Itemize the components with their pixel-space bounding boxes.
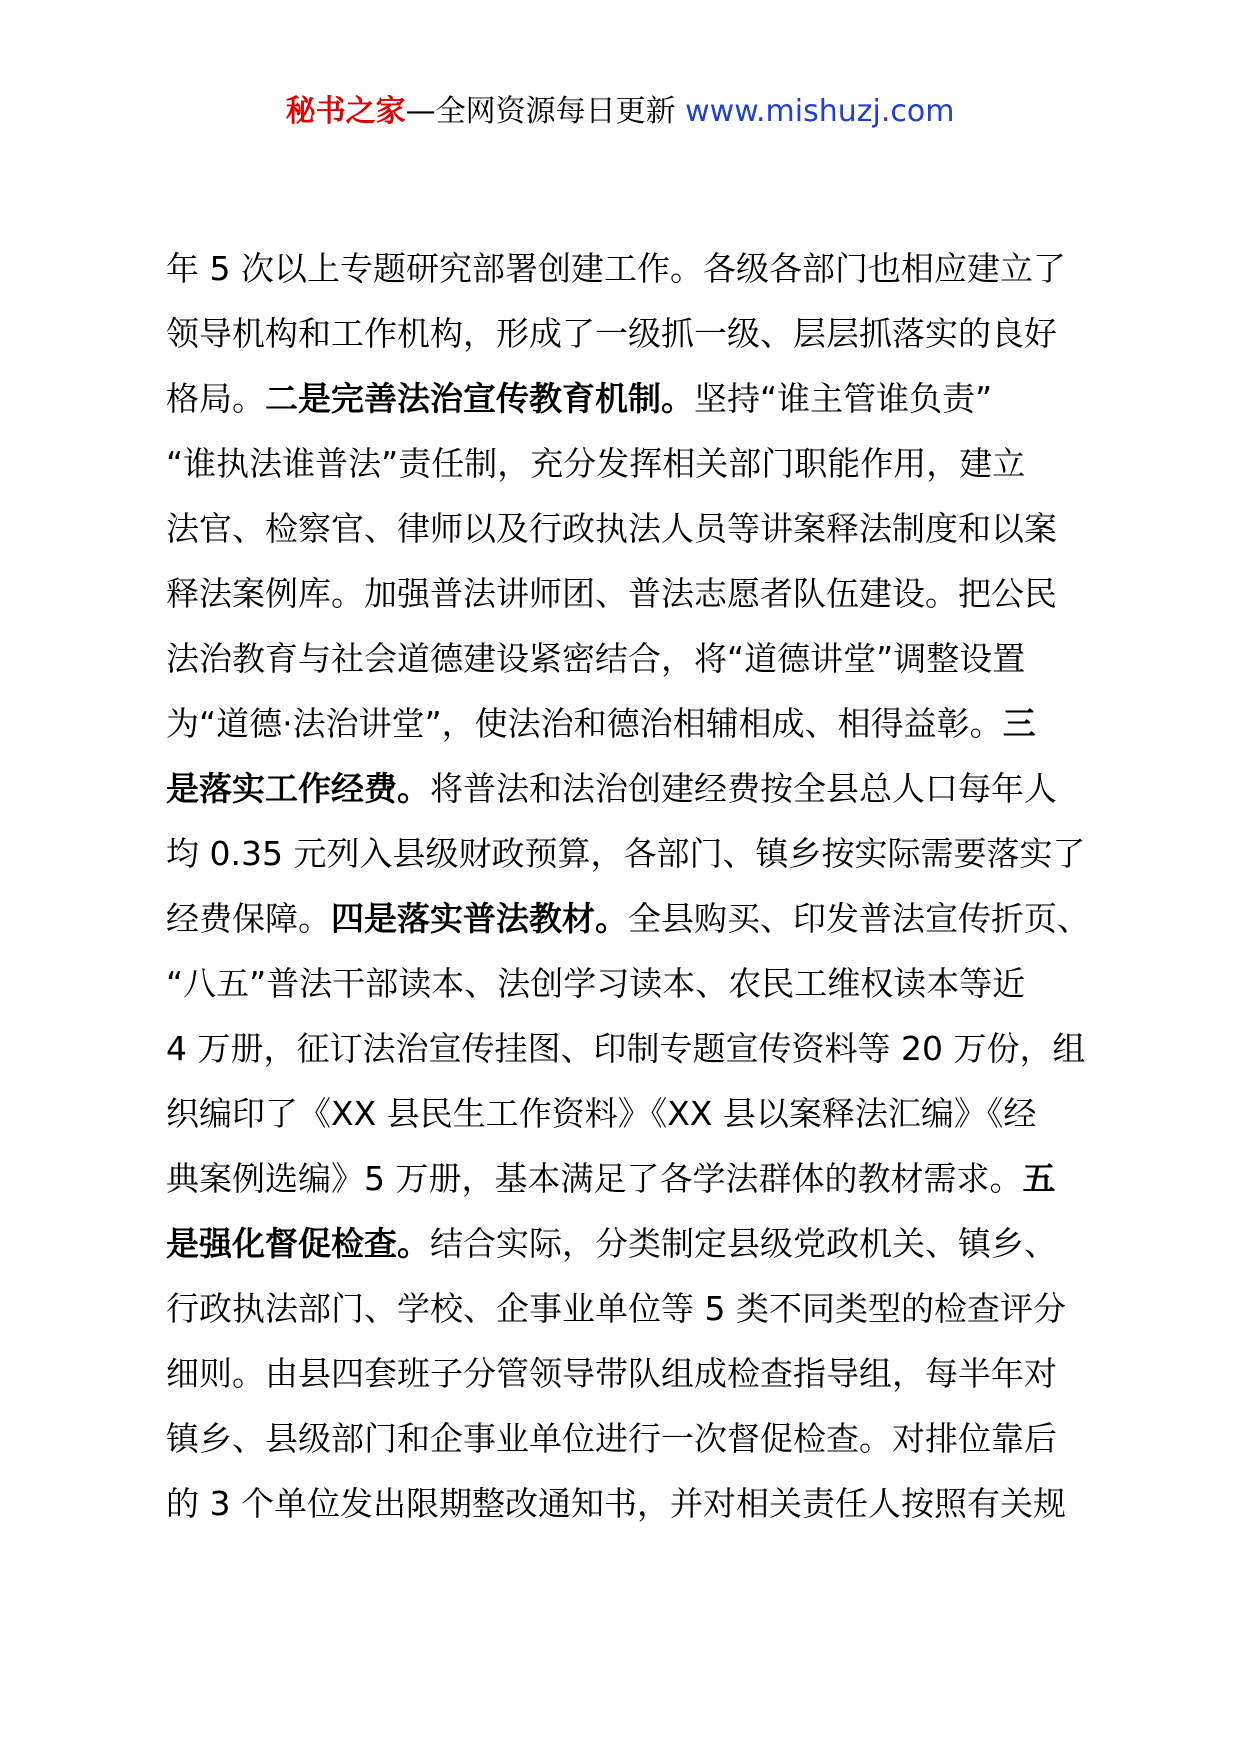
text-line <box>166 366 1086 431</box>
body-text-segment: 结合实际，分类制定县级党政机关、镇乡、 <box>430 1224 1057 1263</box>
header-tagline: —全网资源每日更新 <box>405 94 686 129</box>
body-text-segment: “谁执法谁普法”责任制，充分发挥相关部门职能作用，建立 <box>166 444 1026 483</box>
body-text-segment: 为“道德·法治讲堂”，使法治和德治相辅相成、相得益彰。 <box>166 704 1003 743</box>
brand-name: 秘书之家 <box>285 94 406 129</box>
text-line <box>166 301 1086 366</box>
text-line <box>166 1016 1086 1081</box>
bold-heading-text: 是强化督促检查。 <box>166 1224 430 1263</box>
site-url-link[interactable]: www.mishuzj.com <box>685 94 955 129</box>
body-text-segment: 行政执法部门、学校、企事业单位等 5 类不同类型的检查评分 <box>166 1289 1066 1328</box>
body-text-segment: 典案例选编》5 万册，基本满足了各学法群体的教材需求。 <box>166 1159 1023 1198</box>
text-line <box>166 821 1086 886</box>
body-text-segment: 细则。由县四套班子分管领导带队组成检查指导组，每半年对 <box>166 1354 1057 1393</box>
text-line <box>166 561 1086 626</box>
document-body <box>166 236 1090 1536</box>
body-text-segment: 坚持“谁主管谁负责” <box>694 379 993 418</box>
text-line <box>166 1146 1086 1211</box>
text-line <box>166 1341 1086 1406</box>
body-text-segment: “八五”普法干部读本、法创学习读本、农民工维权读本等近 <box>166 964 1026 1003</box>
body-text-segment: 释法案例库。加强普法讲师团、普法志愿者队伍建设。把公民 <box>166 574 1057 613</box>
text-line <box>166 1276 1086 1341</box>
body-text-segment: 经费保障。 <box>166 899 331 938</box>
text-line <box>166 626 1086 691</box>
page-header <box>0 92 1240 132</box>
body-text-segment: 全县购买、印发普法宣传折页、 <box>628 899 1090 938</box>
body-text-segment: 4 万册，征订法治宣传挂图、印制专题宣传资料等 20 万份，组 <box>166 1029 1086 1068</box>
body-text-segment: 法治教育与社会道德建设紧密结合，将“道德讲堂”调整设置 <box>166 639 1026 678</box>
text-line <box>166 691 1086 756</box>
text-line <box>166 236 1086 301</box>
body-text-segment: 镇乡、县级部门和企事业单位进行一次督促检查。对排位靠后 <box>166 1419 1057 1458</box>
body-text-segment: 领导机构和工作机构，形成了一级抓一级、层层抓落实的良好 <box>166 314 1057 353</box>
body-text-segment: 将普法和法治创建经费按全县总人口每年人 <box>430 769 1057 808</box>
body-text-segment: 法官、检察官、律师以及行政执法人员等讲案释法制度和以案 <box>166 509 1057 548</box>
body-text-segment: 织编印了《XX 县民生工作资料》《XX 县以案释法汇编》《经 <box>166 1094 1037 1133</box>
body-text-segment: 年 5 次以上专题研究部署创建工作。各级各部门也相应建立了 <box>166 249 1066 288</box>
body-text-segment: 的 3 个单位发出限期整改通知书，并对相关责任人按照有关规 <box>166 1484 1066 1523</box>
text-line <box>166 756 1086 821</box>
text-line <box>166 951 1086 1016</box>
text-line <box>166 1211 1086 1276</box>
text-line <box>166 1081 1086 1146</box>
text-line <box>166 496 1086 561</box>
body-text-segment: 格局。 <box>166 379 265 418</box>
bold-heading-text: 二是完善法治宣传教育机制。 <box>265 379 694 418</box>
bold-heading-text: 四是落实普法教材。 <box>331 899 628 938</box>
body-text-segment: 均 0.35 元列入县级财政预算，各部门、镇乡按实际需要落实了 <box>166 834 1086 873</box>
bold-heading-text: 五 <box>1022 1159 1056 1198</box>
bold-heading-text: 是落实工作经费。 <box>166 769 430 808</box>
text-line <box>166 1406 1086 1471</box>
text-line <box>166 431 1086 496</box>
text-line <box>166 1471 1086 1536</box>
text-line <box>166 886 1090 951</box>
bold-heading-text: 三 <box>1002 704 1036 743</box>
